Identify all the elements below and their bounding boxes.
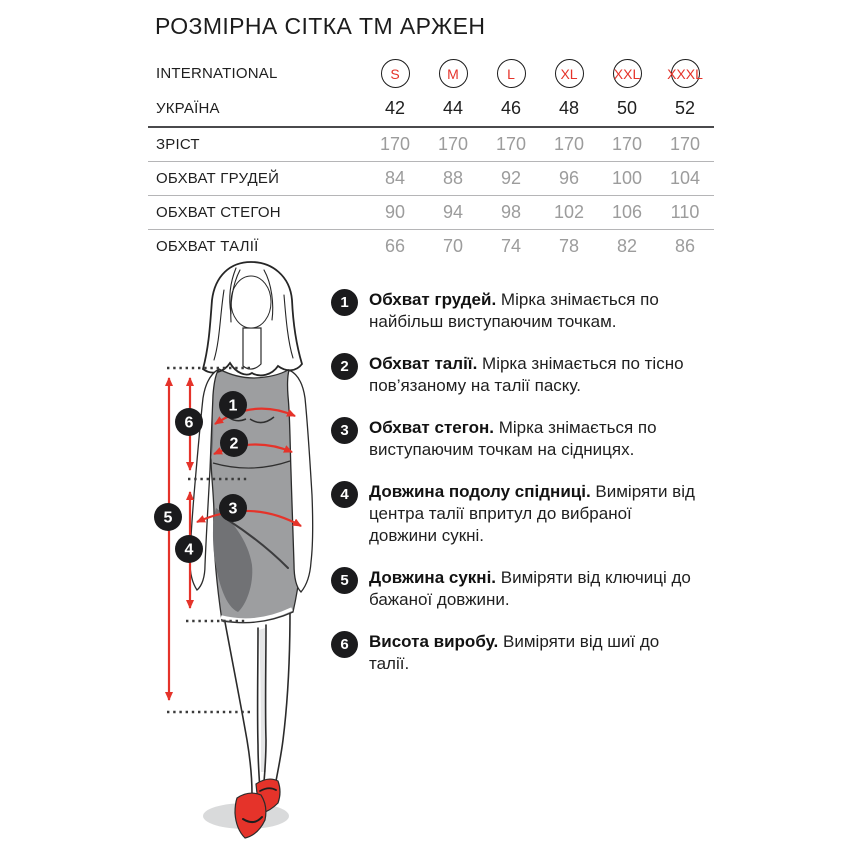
table-row-height [148, 128, 714, 161]
instruction-body: Мірка знімається по найбільш виступаючим точкам. [369, 290, 659, 331]
head [203, 262, 302, 375]
table-row-international [148, 56, 714, 91]
table-cell: 70 [442, 236, 464, 256]
international-sizes [366, 59, 714, 88]
instruction-text [369, 567, 695, 611]
table-row-chest [148, 162, 714, 195]
table-cell: 52 [674, 98, 696, 118]
instruction-item-3 [331, 417, 697, 461]
instruction-number-badge: 3 [331, 417, 358, 444]
table-cell: 42 [384, 98, 406, 118]
size-badge-cell [482, 59, 540, 88]
row-values [366, 202, 714, 223]
size-badge [613, 59, 642, 88]
instruction-body: Виміряти від центра талії впритул до вибраної довжини сукні. [369, 482, 695, 545]
instruction-text [369, 353, 695, 397]
instruction-item-5 [331, 567, 697, 611]
figure-marker-5-label: 5 [163, 509, 173, 527]
instruction-number-badge: 4 [331, 481, 358, 508]
instruction-title: Довжина подолу спідниці. [369, 482, 591, 501]
figure-marker-1 [219, 391, 247, 419]
size-badge-label: XL [560, 65, 578, 82]
figure-illustration [140, 258, 340, 850]
size-badge-cell [424, 59, 482, 88]
size-badge-cell [366, 59, 424, 88]
figure-marker-2-label: 2 [229, 435, 239, 453]
figure-marker-4-label: 4 [184, 541, 194, 559]
row-label: ОБХВАТ ТАЛІЇ [156, 238, 259, 255]
instruction-item-6 [331, 631, 697, 675]
figure-marker-4 [175, 535, 203, 563]
row-values [366, 134, 714, 155]
instruction-title: Висота виробу. [369, 632, 499, 651]
row-label: ОБХВАТ СТЕГОН [156, 204, 281, 221]
instruction-number-badge: 1 [331, 289, 358, 316]
instruction-number-badge: 5 [331, 567, 358, 594]
figure-marker-3 [219, 494, 247, 522]
table-cell: 170 [437, 134, 469, 154]
size-badge [381, 59, 410, 88]
table-cell: 86 [674, 236, 696, 256]
front-shoe [235, 793, 266, 838]
ukraine-sizes [366, 98, 714, 119]
table-cell: 88 [442, 168, 464, 188]
size-badge [497, 59, 526, 88]
table-cell: 50 [616, 98, 638, 118]
figure-marker-5 [154, 503, 182, 531]
table-cell: 84 [384, 168, 406, 188]
size-badge-label: S [390, 65, 400, 82]
instruction-text [369, 289, 695, 333]
size-badge-cell [598, 59, 656, 88]
instruction-item-2 [331, 353, 697, 397]
table-cell: 102 [553, 202, 585, 222]
table-cell: 46 [500, 98, 522, 118]
table-cell: 66 [384, 236, 406, 256]
size-badge-label: XXXL [667, 65, 703, 82]
table-cell: 74 [500, 236, 522, 256]
instruction-body: Виміряти від шиї до талії. [369, 632, 660, 673]
size-table [148, 56, 714, 263]
size-badge [667, 59, 703, 88]
instruction-item-4 [331, 481, 697, 547]
figure-marker-6 [175, 408, 203, 436]
instruction-body: Мірка знімається по виступаючим точкам на сідницях. [369, 418, 657, 459]
table-row-ukraine [148, 91, 714, 126]
row-values [366, 236, 714, 257]
table-cell: 90 [384, 202, 406, 222]
table-cell: 98 [500, 202, 522, 222]
table-cell: 104 [669, 168, 701, 188]
instruction-number-badge: 2 [331, 353, 358, 380]
size-badge-cell [656, 59, 714, 88]
row-label: ОБХВАТ ГРУДЕЙ [156, 170, 280, 187]
instruction-title: Обхват стегон. [369, 418, 494, 437]
table-cell: 78 [558, 236, 580, 256]
table-cell: 44 [442, 98, 464, 118]
row-label-ukraine: УКРАЇНА [156, 100, 220, 117]
figure-marker-2 [220, 429, 248, 457]
table-cell: 82 [616, 236, 638, 256]
size-badge-cell [540, 59, 598, 88]
row-label: ЗРІСТ [156, 136, 200, 153]
size-badge-label: XXL [613, 65, 641, 82]
table-cell: 92 [500, 168, 522, 188]
row-values [366, 168, 714, 189]
table-cell: 96 [558, 168, 580, 188]
instruction-title: Обхват талії. [369, 354, 478, 373]
row-label-international: INTERNATIONAL [156, 65, 278, 82]
table-cell: 106 [611, 202, 643, 222]
instruction-number-badge: 6 [331, 631, 358, 658]
instruction-text [369, 631, 695, 675]
figure-marker-1-label: 1 [228, 397, 238, 415]
table-cell: 94 [442, 202, 464, 222]
hair [203, 262, 302, 375]
table-cell: 170 [495, 134, 527, 154]
table-cell: 48 [558, 98, 580, 118]
instruction-item-1 [331, 289, 697, 333]
legs [225, 612, 290, 794]
instruction-title: Обхват грудей. [369, 290, 497, 309]
table-cell: 170 [553, 134, 585, 154]
table-cell: 170 [379, 134, 411, 154]
instruction-body: Мірка знімається по тісно пов’язаному на талії паску. [369, 354, 684, 395]
size-badge [555, 59, 584, 88]
instruction-text [369, 481, 695, 547]
page-title: РОЗМІРНА СІТКА ТМ АРЖЕН [155, 13, 486, 39]
table-cell: 110 [670, 202, 700, 222]
table-cell: 100 [611, 168, 643, 188]
instruction-title: Довжина сукні. [369, 568, 497, 587]
figure-marker-6-label: 6 [184, 414, 194, 432]
table-cell: 170 [611, 134, 643, 154]
size-badge [439, 59, 468, 88]
table-row-hips [148, 196, 714, 229]
instruction-text [369, 417, 695, 461]
instruction-body: Виміряти від ключиці до бажаної довжини. [369, 568, 691, 609]
measurement-instructions [331, 289, 697, 695]
size-badge-label: L [507, 65, 515, 82]
table-cell: 170 [669, 134, 701, 154]
size-badge-label: M [447, 65, 459, 82]
figure-marker-3-label: 3 [228, 500, 238, 518]
